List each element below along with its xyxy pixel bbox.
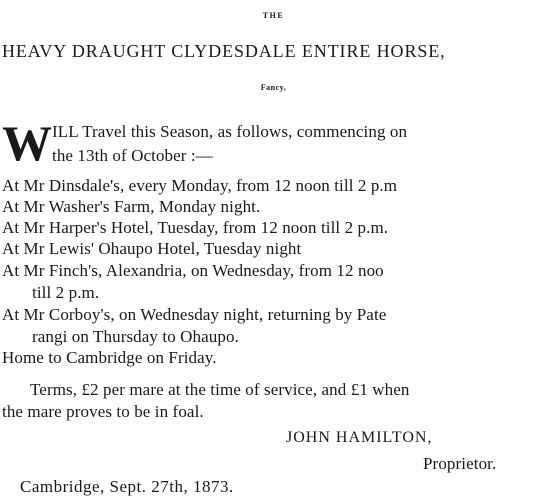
intro-line-1: ILL Travel this Season, as follows, commencing on [52, 122, 408, 141]
dateline: Cambridge, Sept. 27th, 1873. [20, 477, 234, 496]
drop-cap: W [2, 115, 52, 171]
itinerary-line: At Mr Harper's Hotel, Tuesday, from 12 noon till 2 p.m. [2, 218, 389, 237]
itinerary-line: At Mr Dinsdale's, every Monday, from 12 noon till 2 p.m [2, 176, 398, 195]
itinerary-line: rangi on Thursday to Ohaupo. [32, 327, 239, 346]
terms-line-2: the mare proves to be in foal. [2, 402, 204, 421]
signature-role: Proprietor. [423, 454, 497, 473]
itinerary-line: At Mr Finch's, Alexandria, on Wednesday, from 12 noo [2, 261, 384, 280]
itinerary-line: At Mr Corboy's, on Wednesday night, returning by Pate [2, 305, 387, 324]
ad-title: HEAVY DRAUGHT CLYDESDALE ENTIRE HORSE, [2, 41, 446, 61]
itinerary-line: till 2 p.m. [32, 283, 100, 302]
itinerary-line: At Mr Lewis' Ohaupo Hotel, Tuesday night [2, 239, 302, 258]
itinerary-line: At Mr Washer's Farm, Monday night. [2, 197, 261, 216]
header-the: THE [262, 11, 285, 20]
intro-line-2: the 13th of October :— [52, 146, 213, 165]
signature-name: JOHN HAMILTON, [286, 429, 433, 446]
horse-name: Fancy, [260, 83, 287, 92]
terms-line-1: Terms, £2 per mare at the time of service, and £1 when [30, 380, 410, 399]
itinerary-line: Home to Cambridge on Friday. [2, 348, 217, 367]
